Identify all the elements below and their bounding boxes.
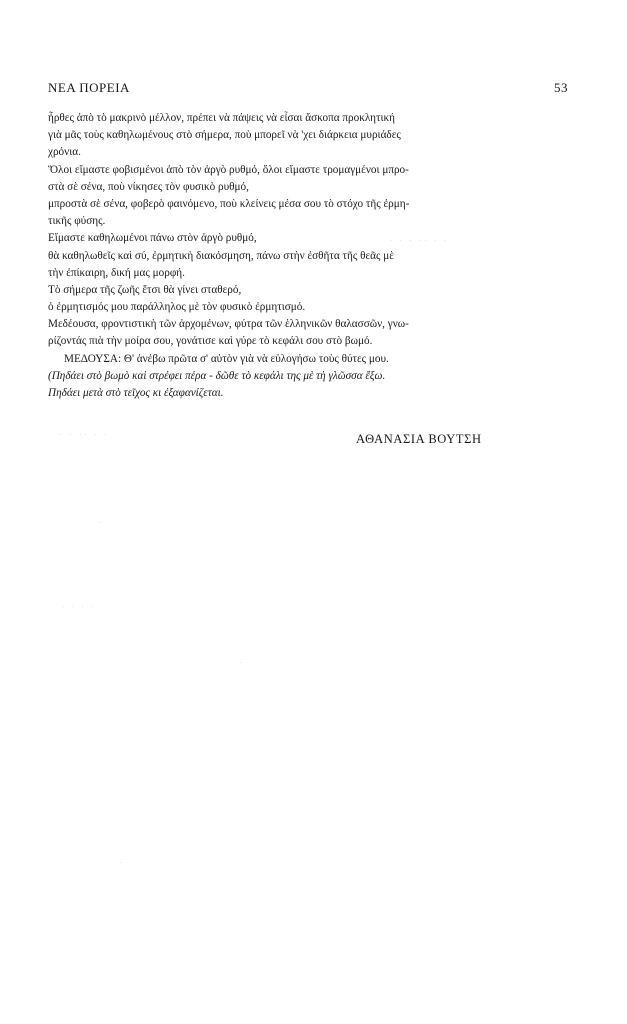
scan-speck: · xyxy=(240,660,245,667)
scan-speck: · · · ·· · · xyxy=(390,238,449,245)
text-line: τὴν ἐπίκαιρη, δική μας μορφή. xyxy=(48,266,185,279)
text-line: τικῆς φύσης. xyxy=(48,215,106,228)
stage-direction: (Πηδάει στὸ βωμὸ καὶ στρέφει πέρα - δῶθε τὸ κεφάλι της μὲ τὴ γλῶσσα ἔξω. xyxy=(48,369,386,382)
text-line: Εἴμαστε καθηλωμένοι πάνω στὸν ἀργὸ ρυθμό, xyxy=(48,232,257,245)
text-line: ρίζοντάς πιὰ τὴν μοίρα σου, γονάτισε καὶ γύρε τὸ κεφάλι σου στὸ βωμό. xyxy=(48,335,373,348)
author-signature: ΑΘΑΝΑΣΙΑ ΒΟΥΤΣΗ xyxy=(356,432,482,446)
scan-speck: · · ·· · · xyxy=(60,432,110,439)
text-line: γιὰ μᾶς τοὺς καθηλωμένους στὸ σήμερα, ποὺ μπορεῖ νὰ 'χει διάρκεια μυριάδες xyxy=(48,129,401,142)
text-line: μπροστὰ σὲ σένα, φοβερὸ φαινόμενο, ποὺ κλείνεις μέσα σου τὸ στόχο τῆς ἐρμη- xyxy=(48,197,410,210)
journal-title: ΝΕΑ ΠΟΡΕΙΑ xyxy=(48,80,130,95)
text-line: στὰ σὲ σένα, ποὺ νίκησες τὸν φυσικὸ ρυθμό, xyxy=(48,180,249,193)
text-line: Μεδέουσα, φροντιστικὴ τῶν ἀρχομένων, φύτρα τῶν ἑλληνικῶν θαλασσῶν, γνω- xyxy=(48,318,409,331)
text-line: Ὅλοι εἴμαστε φοβισμένοι ἀπὸ τὸν ἀργὸ ρυθμό, ὅλοι εἴμαστε τρομαγμένοι μπρο- xyxy=(48,163,409,176)
scan-speck: · xyxy=(100,520,105,527)
text-line: ὁ ἐρμητισμός μου παράλληλος μὲ τὸν φυσικὸ ἐρμητισμό. xyxy=(48,301,306,314)
scan-speck: · xyxy=(120,860,125,867)
running-head xyxy=(48,80,568,96)
page-number: 53 xyxy=(554,80,568,95)
text-line: χρόνια. xyxy=(48,146,81,159)
scan-speck: · · · · xyxy=(62,604,97,611)
text-line: ἦρθες ἀπὸ τὸ μακρινὸ μέλλον, πρέπει νὰ πάψεις νὰ εἶσαι ἄσκοπα προκλητική xyxy=(48,112,396,124)
speaker-line: ΜΕΔΟΥΣΑ: Θ' ἀνέβω πρῶτα σ' αὐτὸν γιὰ νὰ εὐλογήσω τοὺς θύτες μου. xyxy=(64,352,389,365)
text-line: θὰ καθηλωθεῖς καὶ σύ, ἐρμητικὴ διακόσμηση, πάνω στὴν ἐσθῆτα τῆς θεᾶς μὲ xyxy=(48,249,394,262)
stage-direction: Πηδάει μετὰ στὸ τεῖχος κι ἐξαφανίζεται. xyxy=(48,387,224,399)
text-line: Τὸ σήμερα τῆς ζωῆς ἔτσι θὰ γίνει σταθερό, xyxy=(48,283,242,296)
body-text xyxy=(48,110,570,402)
